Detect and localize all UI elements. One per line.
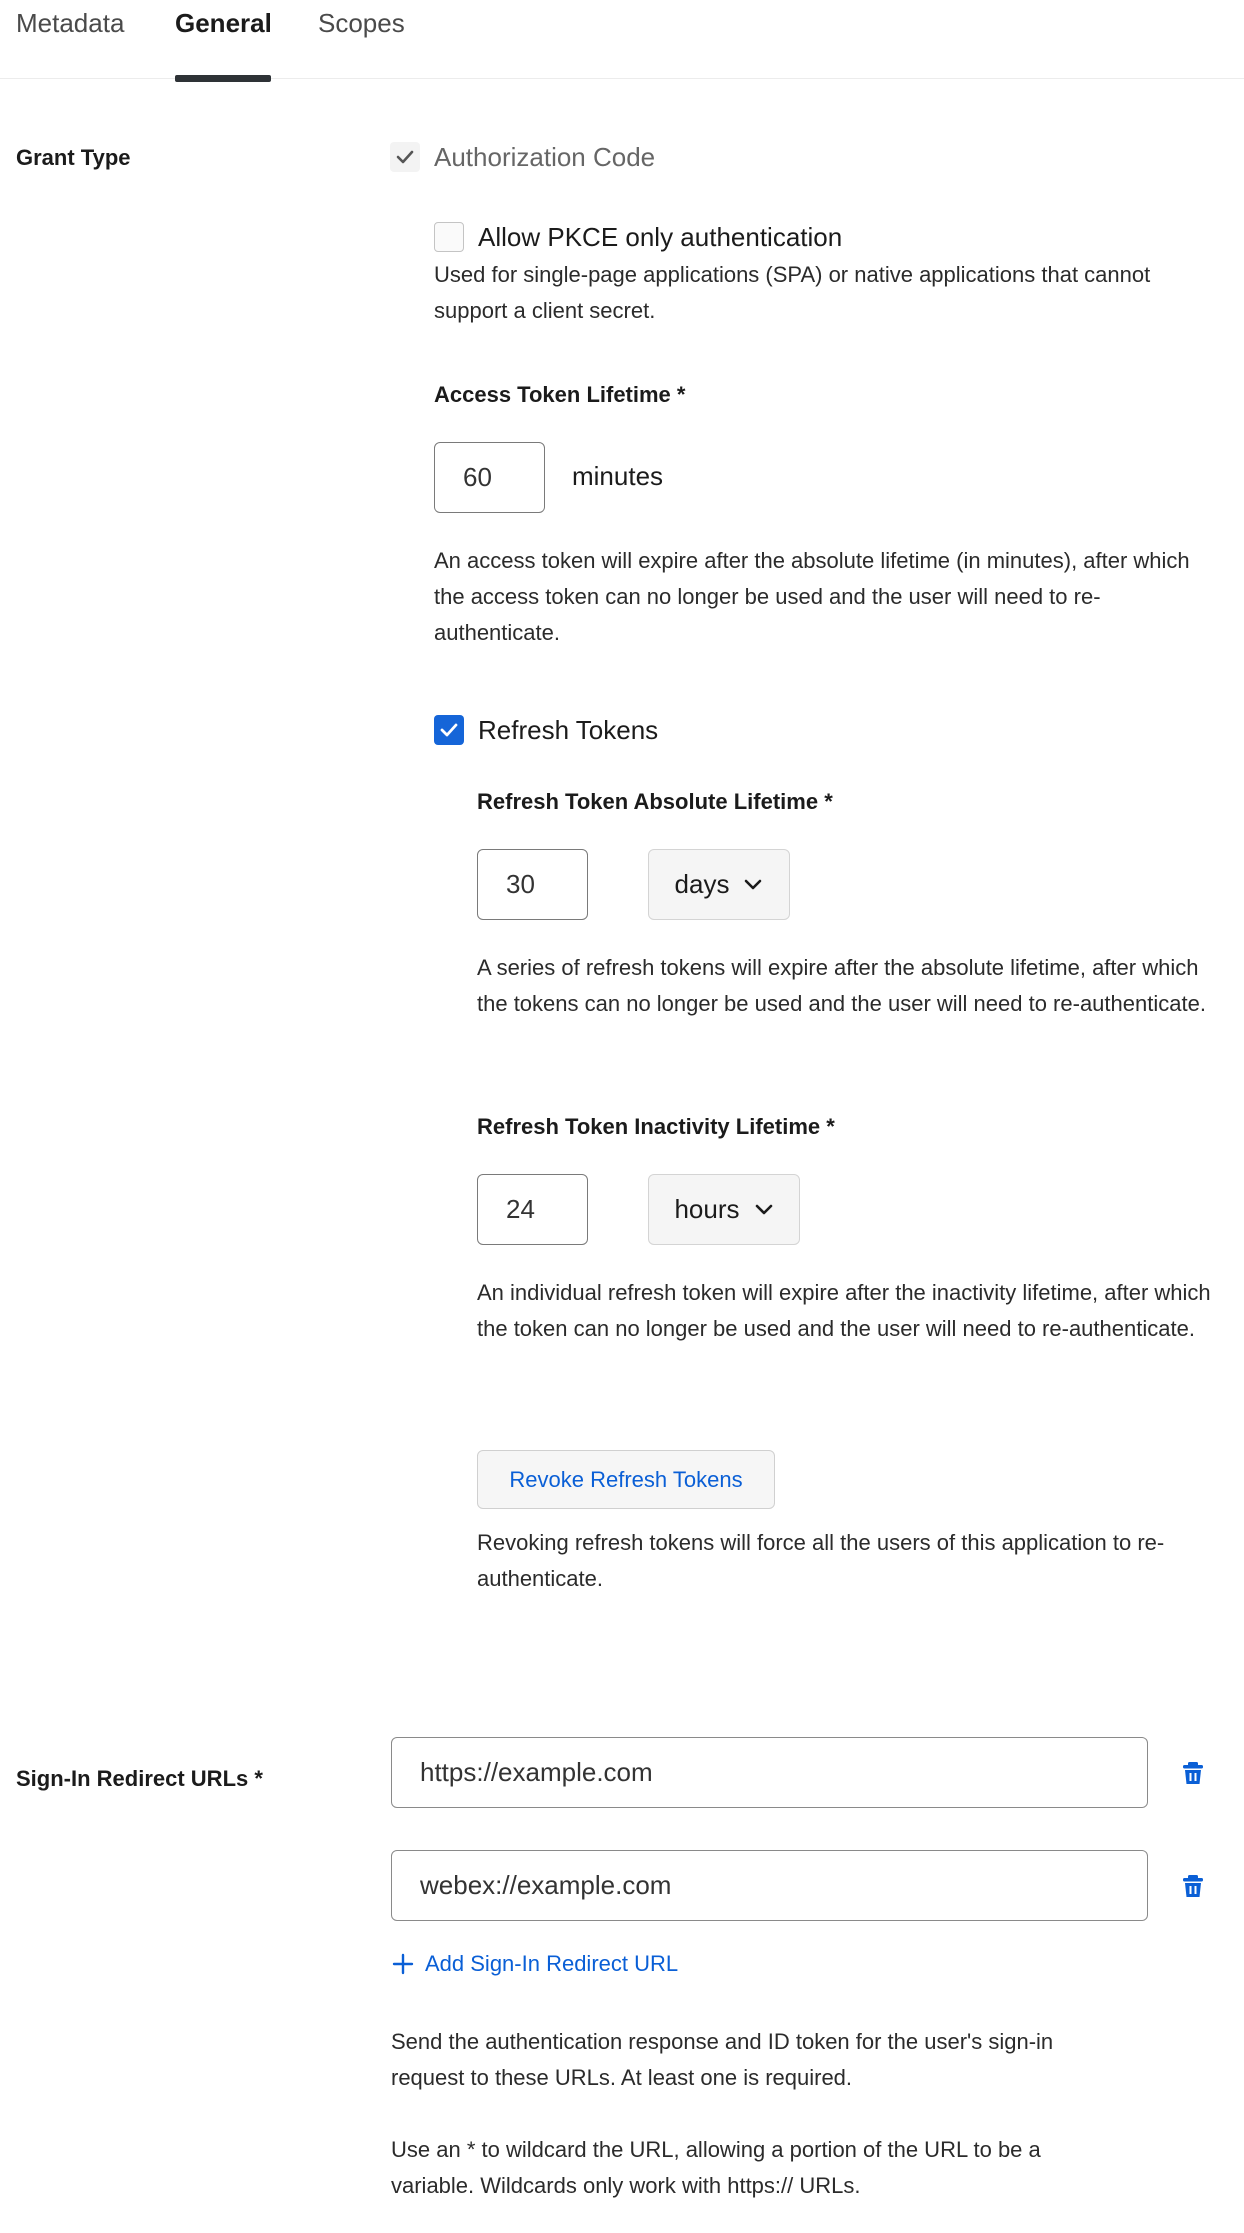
grant-type-label: Grant Type: [16, 145, 131, 170]
trash-icon: [1179, 1872, 1207, 1900]
revoke-refresh-tokens-button[interactable]: Revoke Refresh Tokens: [477, 1450, 775, 1509]
redirect-url-input-2[interactable]: webex://example.com: [391, 1850, 1148, 1921]
refresh-absolute-unit-select[interactable]: [648, 849, 790, 920]
refresh-absolute-unit-value: days: [674, 869, 730, 899]
revoke-help: Revoking refresh tokens will force all the users of this application to re-authenticate.: [477, 1530, 1165, 1591]
authorization-code-label: Authorization Code: [434, 142, 656, 172]
redirect-urls-help-1: Send the authentication response and ID token for the user's sign-in request to these URLs. At least one is required.: [391, 2029, 1054, 2090]
delete-redirect-url-2[interactable]: [1179, 1872, 1207, 1900]
chevron-down-icon: [754, 1203, 774, 1217]
pkce-help: Used for single-page applications (SPA) or native applications that cannot support a client secret.: [434, 262, 1151, 323]
refresh-inactivity-help: An individual refresh token will expire after the inactivity lifetime, after which the token can no longer be used and the user will need to re-authenticate.: [477, 1280, 1211, 1341]
redirect-urls-help-2: Use an * to wildcard the URL, allowing a portion of the URL to be a variable. Wildcards only work with https:// URLs.: [391, 2137, 1041, 2198]
chevron-down-icon: [743, 878, 763, 892]
active-tab-indicator: [175, 75, 271, 82]
tab-general[interactable]: General: [175, 8, 272, 38]
redirect-urls-label: Sign-In Redirect URLs *: [16, 1766, 263, 1791]
refresh-absolute-input[interactable]: 30: [477, 849, 588, 920]
pkce-label[interactable]: Allow PKCE only authentication: [478, 222, 843, 252]
access-token-lifetime-input[interactable]: 60: [434, 442, 545, 513]
plus-icon: [391, 1952, 415, 1976]
check-icon: [394, 146, 416, 168]
refresh-inactivity-unit-value: hours: [674, 1194, 740, 1224]
add-redirect-url-button[interactable]: [391, 1951, 678, 1977]
refresh-inactivity-unit-select[interactable]: [648, 1174, 800, 1245]
add-redirect-url-label: Add Sign-In Redirect URL: [425, 1951, 679, 1976]
refresh-tokens-checkbox[interactable]: [434, 715, 464, 745]
tab-metadata[interactable]: Metadata: [16, 8, 125, 38]
delete-redirect-url-1[interactable]: [1179, 1759, 1207, 1787]
refresh-absolute-label: Refresh Token Absolute Lifetime *: [477, 789, 833, 814]
refresh-inactivity-input[interactable]: 24: [477, 1174, 588, 1245]
authorization-code-checkbox: [390, 142, 420, 172]
tab-scopes[interactable]: Scopes: [318, 8, 405, 38]
access-token-help: An access token will expire after the absolute lifetime (in minutes), after which the access token can no longer be used and the user will need to re-authenticate.: [434, 548, 1190, 645]
redirect-url-input-1[interactable]: https://example.com: [391, 1737, 1148, 1808]
refresh-tokens-label[interactable]: Refresh Tokens: [478, 715, 659, 745]
trash-icon: [1179, 1759, 1207, 1787]
access-token-unit: minutes: [572, 461, 664, 491]
pkce-checkbox[interactable]: [434, 222, 464, 252]
refresh-inactivity-label: Refresh Token Inactivity Lifetime *: [477, 1114, 835, 1139]
refresh-absolute-help: A series of refresh tokens will expire after the absolute lifetime, after which the tokens can no longer be used and the user will need to re-authenticate.: [477, 955, 1206, 1016]
access-token-lifetime-label: Access Token Lifetime *: [434, 382, 686, 407]
check-icon: [438, 719, 460, 741]
